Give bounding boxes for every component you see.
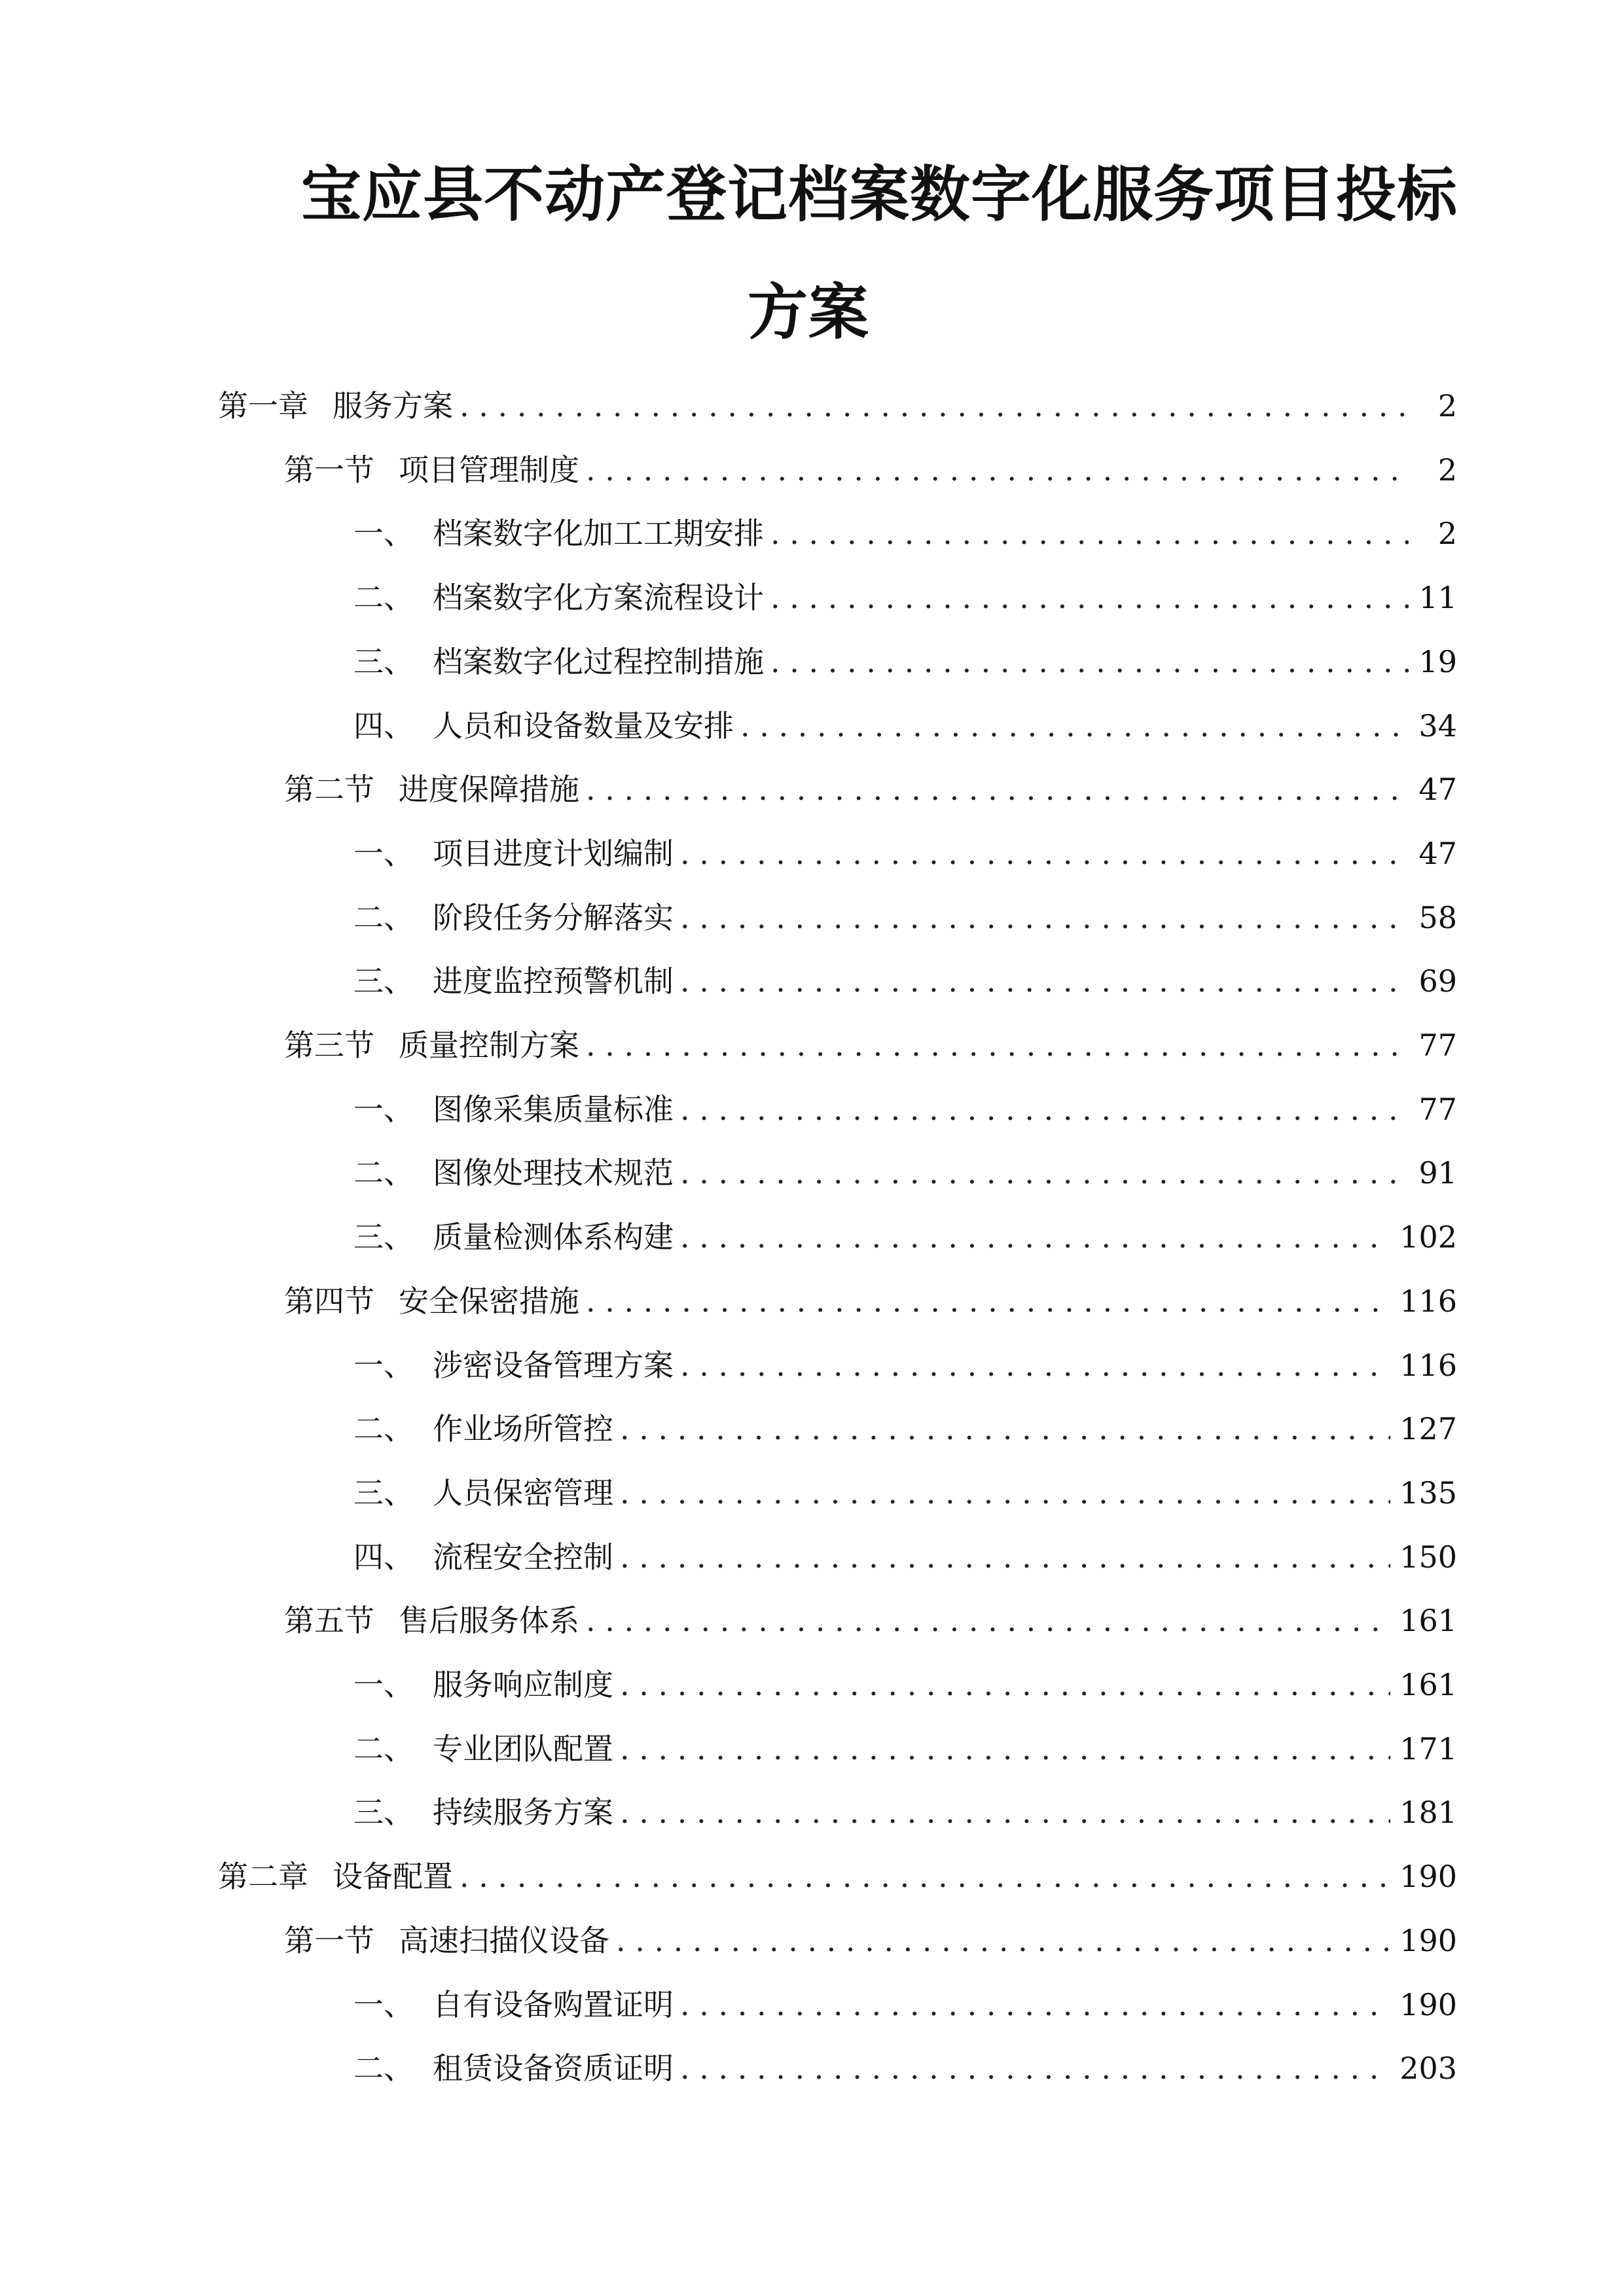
toc-entry[interactable] [353,571,1457,624]
toc-entry-title: 涉密设备管理方案 [433,1348,674,1383]
toc-entry-title: 专业团队配置 [433,1731,613,1767]
toc-entry-page-number: 2 [1437,388,1457,423]
toc-dot-leader [680,1211,1390,1263]
toc-entry[interactable] [353,1531,1457,1583]
toc-entry[interactable] [284,763,1457,816]
toc-entry-number: 第一节 [284,1923,374,1958]
toc-dot-leader [620,1531,1390,1583]
toc-entry-page-number: 19 [1418,644,1457,679]
toc-dot-leader [460,380,1409,432]
toc-entry-number: 第一章 [218,388,308,423]
toc-entry-page-number: 58 [1418,900,1457,935]
toc-entry[interactable] [353,700,1457,752]
document-title-line-2: 方案 [748,278,870,348]
toc-entry-number: 第二章 [218,1859,308,1894]
toc-entry[interactable] [284,1914,1457,1967]
toc-dot-leader [620,1403,1390,1455]
toc-entry[interactable] [353,636,1457,688]
toc-entry[interactable] [218,380,1457,432]
toc-entry-title: 阶段任务分解落实 [433,900,674,935]
toc-dot-leader [680,1147,1409,1199]
toc-entry[interactable] [353,827,1457,880]
toc-entry-number: 第五节 [284,1603,374,1638]
toc-entry-page-number: 190 [1399,1923,1457,1958]
toc-entry-title: 售后服务体系 [399,1603,579,1638]
toc-entry-title: 服务方案 [333,388,453,423]
toc-entry-page-number: 190 [1399,1987,1457,2022]
toc-entry-number: 二、 [353,1155,414,1191]
toc-entry-number: 三、 [353,644,414,679]
toc-entry-page-number: 116 [1399,1348,1457,1383]
toc-entry-title: 租赁设备资质证明 [433,2051,674,2086]
toc-entry-title: 人员保密管理 [433,1475,613,1511]
toc-entry-title: 持续服务方案 [433,1795,613,1830]
toc-entry-title: 档案数字化加工工期安排 [433,516,764,551]
toc-entry-page-number: 150 [1399,1539,1457,1575]
toc-entry[interactable] [353,1979,1457,2031]
toc-entry-number: 二、 [353,1731,414,1767]
toc-entry-number: 第四节 [284,1283,374,1319]
toc-entry[interactable] [353,1786,1457,1839]
toc-dot-leader [770,636,1409,688]
toc-entry-number: 二、 [353,1411,414,1446]
toc-dot-leader [460,1850,1390,1903]
toc-entry-page-number: 77 [1418,1028,1457,1063]
toc-entry-page-number: 190 [1399,1859,1457,1894]
toc-entry-page-number: 171 [1399,1731,1457,1767]
toc-entry-page-number: 161 [1399,1603,1457,1638]
toc-entry-title: 作业场所管控 [433,1411,613,1446]
toc-entry-title: 进度保障措施 [399,772,579,807]
toc-entry-title: 自有设备购置证明 [433,1987,674,2022]
toc-entry-number: 一、 [353,836,414,871]
toc-entry-title: 设备配置 [333,1859,453,1894]
toc-entry-title: 项目管理制度 [399,452,579,488]
toc-entry-page-number: 127 [1399,1411,1457,1446]
toc-entry-page-number: 2 [1437,516,1457,551]
toc-dot-leader [620,1659,1390,1711]
toc-entry-page-number: 161 [1399,1667,1457,1702]
toc-entry-number: 二、 [353,2051,414,2086]
toc-entry-number: 第三节 [284,1028,374,1063]
toc-entry[interactable] [353,1403,1457,1455]
toc-dot-leader [680,1083,1409,1136]
toc-entry-title: 图像采集质量标准 [433,1092,674,1127]
toc-entry[interactable] [353,955,1457,1007]
toc-entry-page-number: 47 [1418,836,1457,871]
toc-entry-number: 二、 [353,900,414,935]
toc-dot-leader [586,1594,1390,1647]
toc-entry-number: 一、 [353,1667,414,1702]
toc-dot-leader [740,700,1409,752]
toc-entry-number: 一、 [353,1348,414,1383]
toc-entry-number: 三、 [353,1219,414,1255]
toc-entry[interactable] [353,2042,1457,2094]
toc-entry[interactable] [353,1083,1457,1136]
toc-entry-page-number: 203 [1399,2051,1457,2086]
toc-entry-title: 档案数字化过程控制措施 [433,644,764,679]
toc-entry-number: 三、 [353,1475,414,1511]
toc-entry-page-number: 34 [1418,708,1457,744]
toc-entry[interactable] [284,444,1457,496]
toc-entry-number: 一、 [353,1092,414,1127]
toc-entry[interactable] [218,1850,1457,1903]
toc-entry[interactable] [284,1019,1457,1071]
toc-entry-number: 一、 [353,1987,414,2022]
toc-entry[interactable] [284,1594,1457,1647]
toc-entry-number: 四、 [353,708,414,744]
toc-entry-title: 图像处理技术规范 [433,1155,674,1191]
toc-entry-number: 一、 [353,516,414,551]
toc-dot-leader [620,1467,1390,1519]
toc-dot-leader [616,1914,1390,1967]
toc-entry[interactable] [353,1659,1457,1711]
toc-entry-title: 档案数字化方案流程设计 [433,580,764,615]
toc-dot-leader [680,827,1409,880]
toc-entry-page-number: 116 [1399,1283,1457,1319]
toc-entry-number: 四、 [353,1539,414,1575]
toc-entry-title: 服务响应制度 [433,1667,613,1702]
toc-dot-leader [680,955,1409,1007]
toc-entry-title: 进度监控预警机制 [433,963,674,999]
toc-dot-leader [586,1275,1390,1327]
toc-entry-number: 二、 [353,580,414,615]
toc-entry-title: 项目进度计划编制 [433,836,674,871]
toc-entry-page-number: 135 [1399,1475,1457,1511]
toc-dot-leader [770,571,1409,624]
toc-entry-title: 人员和设备数量及安排 [433,708,734,744]
toc-entry-number: 第二节 [284,772,374,807]
toc-entry-page-number: 47 [1418,772,1457,807]
toc-entry[interactable] [284,1275,1457,1327]
toc-entry[interactable] [353,507,1457,560]
toc-dot-leader [680,1339,1390,1391]
toc-entry-number: 第一节 [284,452,374,488]
toc-entry-page-number: 91 [1418,1155,1457,1191]
toc-entry-page-number: 102 [1399,1219,1457,1255]
toc-entry-number: 三、 [353,1795,414,1830]
toc-entry-number: 三、 [353,963,414,999]
toc-dot-leader [586,763,1409,816]
toc-entry-page-number: 69 [1418,963,1457,999]
toc-entry[interactable] [353,891,1457,944]
toc-dot-leader [620,1723,1390,1775]
toc-dot-leader [680,891,1409,944]
toc-entry[interactable] [353,1467,1457,1519]
toc-entry-title: 高速扫描仪设备 [399,1923,609,1958]
toc-entry[interactable] [353,1723,1457,1775]
toc-dot-leader [680,2042,1390,2094]
toc-entry[interactable] [353,1339,1457,1391]
toc-entry-page-number: 181 [1399,1795,1457,1830]
toc-dot-leader [586,1019,1409,1071]
toc-dot-leader [586,444,1409,496]
toc-entry-title: 质量控制方案 [399,1028,579,1063]
toc-entry-page-number: 11 [1418,580,1457,615]
toc-entry-title: 质量检测体系构建 [433,1219,674,1255]
document-title-line-1: 宝应县不动产登记档案数字化服务项目投标 [301,160,1458,230]
toc-dot-leader [680,1979,1390,2031]
toc-entry-title: 安全保密措施 [399,1283,579,1319]
toc-dot-leader [620,1786,1390,1839]
toc-dot-leader [770,507,1409,560]
toc-entry[interactable] [353,1211,1457,1263]
toc-entry[interactable] [353,1147,1457,1199]
toc-entry-page-number: 77 [1418,1092,1457,1127]
toc-entry-page-number: 2 [1437,452,1457,488]
toc-entry-title: 流程安全控制 [433,1539,613,1575]
